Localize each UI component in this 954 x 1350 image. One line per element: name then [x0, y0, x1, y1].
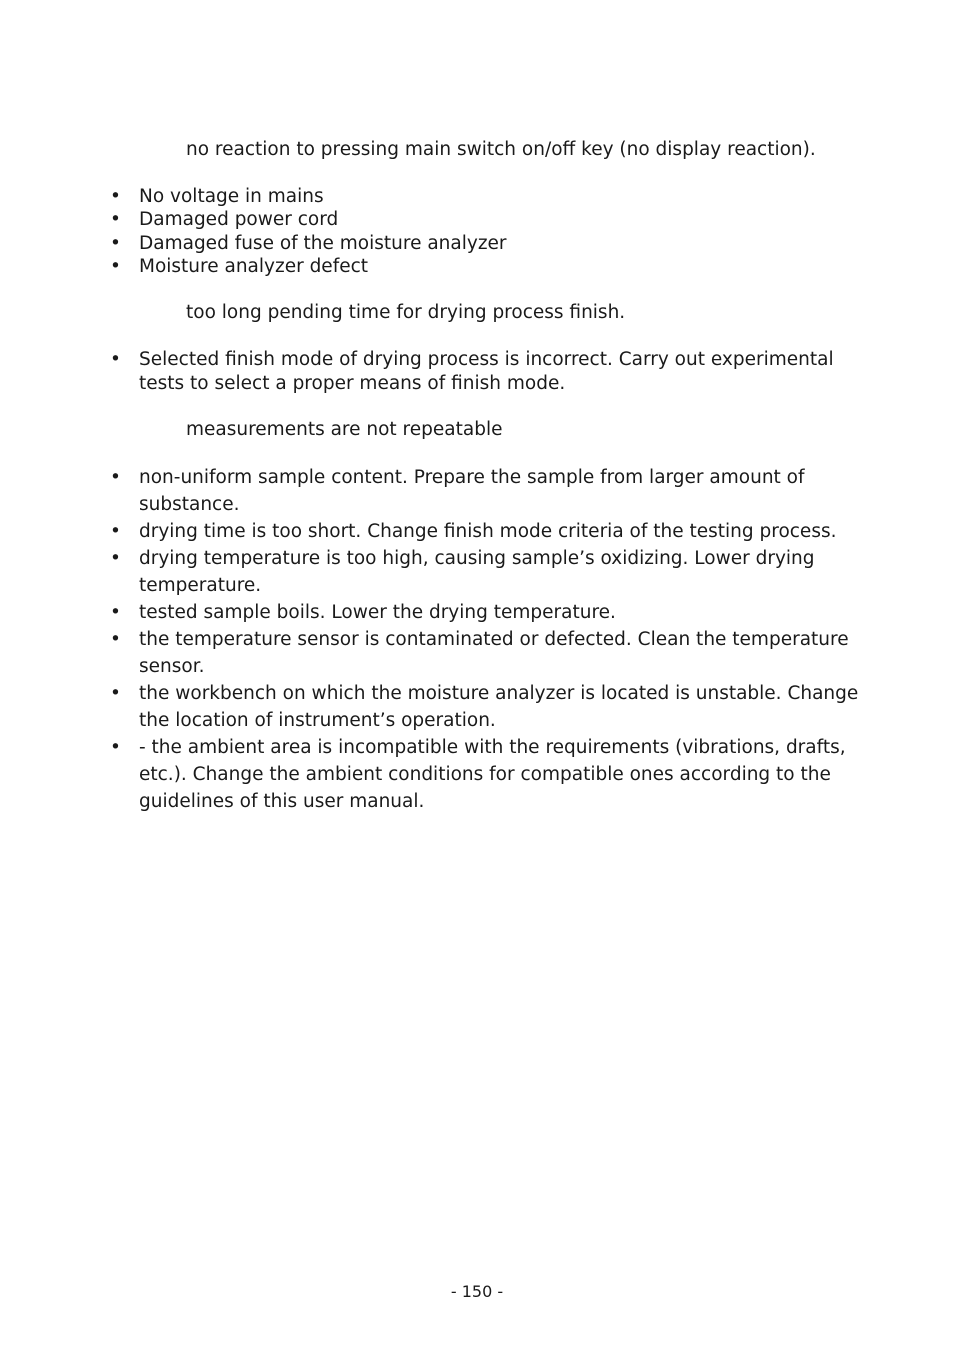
bullet-icon: •: [110, 629, 121, 650]
bullet-list-no-reaction: [0, 185, 954, 278]
list-item: • - the ambient area is incompatible with the requirements (vibrations, drafts, etc.). Change the ambient conditions for compatible ones according to the guidelines of this user manual.: [0, 734, 954, 815]
list-item: • Selected finish mode of drying process is incorrect. Carry out experimental tests to select a proper means of finish mode.: [110, 349, 834, 394]
list-item: • Moisture analyzer defect: [110, 255, 369, 277]
bullet-icon: •: [110, 232, 121, 254]
list-item: • the workbench on which the moisture analyzer is located is unstable. Change the location of instrument’s operation.: [0, 680, 954, 734]
list-item: • Damaged fuse of the moisture analyzer: [110, 232, 507, 254]
list-item: • drying temperature is too high, causing sample’s oxidizing. Lower drying temperature.: [0, 545, 954, 599]
bullet-icon: •: [110, 349, 121, 370]
list-item: • Damaged power cord: [110, 209, 339, 231]
bullet-icon: •: [110, 548, 121, 569]
bullet-icon: •: [110, 521, 121, 542]
bullet-list-not-repeatable: [0, 464, 954, 815]
bullet-icon: •: [110, 467, 121, 488]
list-item: • No voltage in mains: [110, 186, 324, 207]
section-heading-no-reaction: no reaction to pressing main switch on/off key (no display reaction).: [186, 139, 816, 160]
bullet-icon: •: [110, 737, 121, 758]
list-item: • non-uniform sample content. Prepare the sample from larger amount of substance.: [0, 464, 954, 518]
bullet-list-pending-time: [0, 348, 954, 396]
bullet-icon: •: [110, 255, 121, 277]
list-item: • tested sample boils. Lower the drying temperature.: [0, 599, 954, 626]
page-number: - 150 -: [450, 1282, 504, 1301]
list-item: • drying time is too short. Change finish mode criteria of the testing process.: [0, 518, 954, 545]
list-item: • the temperature sensor is contaminated or defected. Clean the temperature sensor.: [0, 626, 954, 680]
bullet-icon: •: [110, 186, 121, 207]
bullet-icon: •: [110, 602, 121, 623]
section-heading-not-repeatable: measurements are not repeatable: [186, 419, 503, 440]
bullet-icon: •: [110, 683, 121, 704]
bullet-icon: •: [110, 209, 121, 231]
section-heading-pending-time: too long pending time for drying process finish.: [186, 302, 626, 323]
